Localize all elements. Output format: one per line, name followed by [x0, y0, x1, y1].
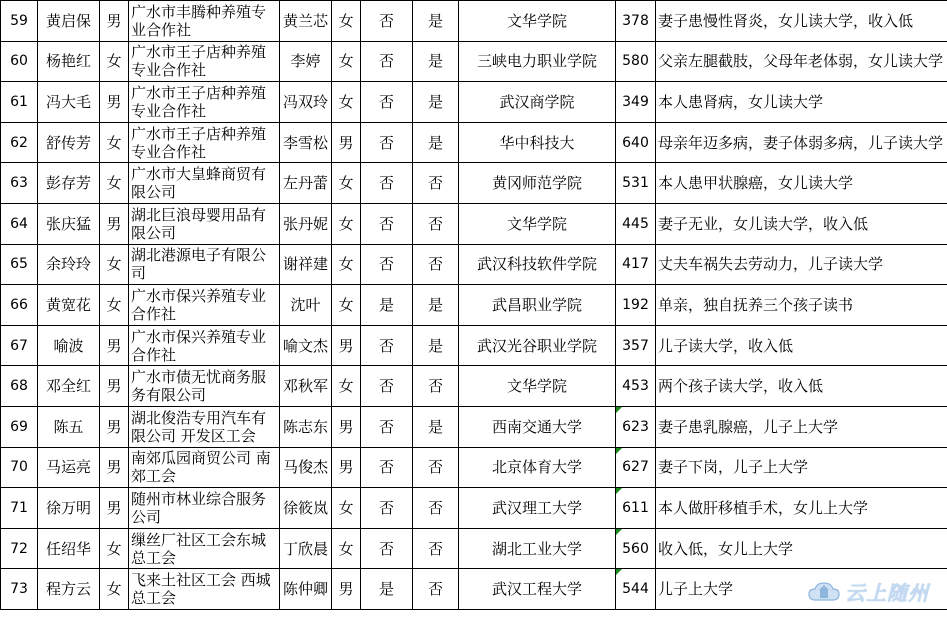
- student-name: 黄兰芯: [280, 1, 332, 42]
- student-name: 左丹蕾: [280, 163, 332, 204]
- student-name: 李婷: [280, 41, 332, 82]
- hardship-reason: 妻子下岗，儿子上大学: [656, 447, 947, 488]
- applicant-name: 黄启保: [38, 1, 100, 42]
- hardship-reason: 妻子无业，女儿读大学，收入低: [656, 203, 947, 244]
- exam-score: 580: [616, 41, 656, 82]
- row-number: 73: [1, 569, 38, 610]
- row-number: 66: [1, 285, 38, 326]
- exam-score: 623: [616, 406, 656, 447]
- student-name: 喻文杰: [280, 325, 332, 366]
- exam-score: 640: [616, 122, 656, 163]
- applicant-name: 杨艳红: [38, 41, 100, 82]
- school-name: 武汉商学院: [459, 82, 616, 123]
- row-number: 61: [1, 82, 38, 123]
- row-number: 69: [1, 406, 38, 447]
- applicant-name: 余玲玲: [38, 244, 100, 285]
- student-gender: 女: [332, 82, 361, 123]
- row-number: 72: [1, 528, 38, 569]
- applicant-gender: 男: [100, 203, 129, 244]
- applicant-name: 马运亮: [38, 447, 100, 488]
- school-name: 华中科技大: [459, 122, 616, 163]
- hardship-reason: 妻子患慢性肾炎，女儿读大学，收入低: [656, 1, 947, 42]
- work-unit: 广水市保兴养殖专业合作社: [129, 325, 280, 366]
- row-number: 64: [1, 203, 38, 244]
- flag-b: 是: [413, 1, 459, 42]
- work-unit: 广水市丰腾种养殖专业合作社: [129, 1, 280, 42]
- flag-b: 是: [413, 406, 459, 447]
- student-name: 冯双玲: [280, 82, 332, 123]
- school-name: 黄冈师范学院: [459, 163, 616, 204]
- student-gender: 男: [332, 406, 361, 447]
- student-gender: 女: [332, 528, 361, 569]
- flag-a: 否: [361, 244, 413, 285]
- exam-score: 192: [616, 285, 656, 326]
- work-unit: 湖北巨浪母婴用品有限公司: [129, 203, 280, 244]
- work-unit: 湖北港源电子有限公司: [129, 244, 280, 285]
- exam-score: 417: [616, 244, 656, 285]
- table-row: [1, 325, 947, 366]
- flag-b: 是: [413, 82, 459, 123]
- flag-a: 否: [361, 447, 413, 488]
- table-row: [1, 163, 947, 204]
- student-name: 陈志东: [280, 406, 332, 447]
- applicant-name: 张庆猛: [38, 203, 100, 244]
- student-name: 沈叶: [280, 285, 332, 326]
- table-row: [1, 285, 947, 326]
- row-number: 63: [1, 163, 38, 204]
- flag-a: 否: [361, 82, 413, 123]
- table-row: [1, 41, 947, 82]
- applicant-gender: 女: [100, 163, 129, 204]
- flag-a: 否: [361, 488, 413, 529]
- work-unit: 随州市林业综合服务公司: [129, 488, 280, 529]
- hardship-reason: 本人患肾病，女儿读大学: [656, 82, 947, 123]
- applicant-gender: 男: [100, 366, 129, 407]
- flag-a: 是: [361, 285, 413, 326]
- student-name: 徐筱岚: [280, 488, 332, 529]
- applicant-name: 喻波: [38, 325, 100, 366]
- student-name: 谢祥建: [280, 244, 332, 285]
- table-row: [1, 244, 947, 285]
- student-gender: 女: [332, 244, 361, 285]
- student-gender: 女: [332, 163, 361, 204]
- hardship-reason: 儿子上大学: [656, 569, 947, 610]
- exam-score: 378: [616, 1, 656, 42]
- table-row: [1, 528, 947, 569]
- student-gender: 女: [332, 285, 361, 326]
- flag-b: 否: [413, 366, 459, 407]
- applicant-name: 彭存芳: [38, 163, 100, 204]
- exam-score: 445: [616, 203, 656, 244]
- hardship-reason: 收入低，女儿上大学: [656, 528, 947, 569]
- school-name: 武汉理工大学: [459, 488, 616, 529]
- flag-a: 否: [361, 325, 413, 366]
- work-unit: 广水市王子店种养殖专业合作社: [129, 82, 280, 123]
- flag-b: 否: [413, 163, 459, 204]
- applicant-name: 黄宽花: [38, 285, 100, 326]
- school-name: 北京体育大学: [459, 447, 616, 488]
- row-number: 59: [1, 1, 38, 42]
- flag-b: 是: [413, 41, 459, 82]
- table-row: [1, 366, 947, 407]
- flag-a: 是: [361, 569, 413, 610]
- table-row: [1, 203, 947, 244]
- flag-a: 否: [361, 203, 413, 244]
- hardship-reason: 妻子患乳腺癌，儿子上大学: [656, 406, 947, 447]
- student-gender: 男: [332, 122, 361, 163]
- exam-score: 531: [616, 163, 656, 204]
- flag-b: 是: [413, 122, 459, 163]
- hardship-reason: 单亲，独自抚养三个孩子读书: [656, 285, 947, 326]
- flag-b: 是: [413, 325, 459, 366]
- student-gender: 女: [332, 488, 361, 529]
- exam-score: 453: [616, 366, 656, 407]
- applicant-gender: 男: [100, 488, 129, 529]
- student-gender: 男: [332, 325, 361, 366]
- table-row: [1, 82, 947, 123]
- school-name: 武汉工程大学: [459, 569, 616, 610]
- watermark-text: 云上随州: [845, 581, 929, 605]
- cloud-logo-icon: [807, 580, 841, 604]
- applicant-gender: 女: [100, 569, 129, 610]
- row-number: 65: [1, 244, 38, 285]
- work-unit: 飞来土社区工会 西城总工会: [129, 569, 280, 610]
- applicant-gender: 男: [100, 1, 129, 42]
- applicant-name: 冯大毛: [38, 82, 100, 123]
- exam-score: 560: [616, 528, 656, 569]
- work-unit: 广水市王子店种养殖专业合作社: [129, 122, 280, 163]
- watermark: [807, 577, 929, 606]
- applicant-gender: 女: [100, 122, 129, 163]
- student-gender: 女: [332, 1, 361, 42]
- hardship-reason: 丈夫车祸失去劳动力，儿子读大学: [656, 244, 947, 285]
- student-gender: 男: [332, 447, 361, 488]
- flag-a: 否: [361, 41, 413, 82]
- flag-a: 否: [361, 163, 413, 204]
- school-name: 三峡电力职业学院: [459, 41, 616, 82]
- table-row: [1, 122, 947, 163]
- hardship-reason: 父亲左腿截肢，父母年老体弱，女儿读大学: [656, 41, 947, 82]
- work-unit: 广水市保兴养殖专业合作社: [129, 285, 280, 326]
- exam-score: 627: [616, 447, 656, 488]
- table-row: [1, 447, 947, 488]
- applicant-name: 舒传芳: [38, 122, 100, 163]
- flag-a: 否: [361, 406, 413, 447]
- school-name: 文华学院: [459, 1, 616, 42]
- work-unit: 广水市债无忧商务服务有限公司: [129, 366, 280, 407]
- school-name: 文华学院: [459, 203, 616, 244]
- school-name: 武昌职业学院: [459, 285, 616, 326]
- applicant-gender: 男: [100, 82, 129, 123]
- flag-b: 否: [413, 244, 459, 285]
- hardship-reason: 本人做肝移植手术，女儿上大学: [656, 488, 947, 529]
- row-number: 70: [1, 447, 38, 488]
- flag-a: 否: [361, 122, 413, 163]
- school-name: 武汉光谷职业学院: [459, 325, 616, 366]
- student-gender: 女: [332, 41, 361, 82]
- student-gender: 女: [332, 366, 361, 407]
- table-row: [1, 1, 947, 42]
- applicant-gender: 男: [100, 447, 129, 488]
- flag-b: 否: [413, 569, 459, 610]
- table-row: [1, 406, 947, 447]
- applicant-name: 徐万明: [38, 488, 100, 529]
- flag-a: 否: [361, 1, 413, 42]
- exam-score: 349: [616, 82, 656, 123]
- work-unit: 缫丝厂社区工会东城总工会: [129, 528, 280, 569]
- school-name: 湖北工业大学: [459, 528, 616, 569]
- applicant-name: 邓全红: [38, 366, 100, 407]
- applicant-gender: 男: [100, 406, 129, 447]
- work-unit: 广水市王子店种养殖专业合作社: [129, 41, 280, 82]
- flag-a: 否: [361, 528, 413, 569]
- exam-score: 357: [616, 325, 656, 366]
- student-name: 邓秋军: [280, 366, 332, 407]
- flag-b: 否: [413, 488, 459, 529]
- student-gender: 女: [332, 203, 361, 244]
- row-number: 67: [1, 325, 38, 366]
- row-number: 71: [1, 488, 38, 529]
- student-name: 李雪松: [280, 122, 332, 163]
- exam-score: 611: [616, 488, 656, 529]
- school-name: 西南交通大学: [459, 406, 616, 447]
- table-row: [1, 569, 947, 610]
- flag-b: 是: [413, 285, 459, 326]
- applicant-gender: 女: [100, 41, 129, 82]
- school-name: 武汉科技软件学院: [459, 244, 616, 285]
- applicant-gender: 男: [100, 325, 129, 366]
- applicant-name: 任绍华: [38, 528, 100, 569]
- applicant-gender: 女: [100, 244, 129, 285]
- applicant-gender: 女: [100, 285, 129, 326]
- work-unit: 广水市大皇蜂商贸有限公司: [129, 163, 280, 204]
- hardship-reason: 母亲年迈多病，妻子体弱多病，儿子读大学: [656, 122, 947, 163]
- flag-b: 否: [413, 203, 459, 244]
- student-name: 丁欣晨: [280, 528, 332, 569]
- student-name: 陈仲卿: [280, 569, 332, 610]
- student-gender: 男: [332, 569, 361, 610]
- table-row: [1, 488, 947, 529]
- applicant-name: 陈五: [38, 406, 100, 447]
- flag-b: 否: [413, 447, 459, 488]
- row-number: 60: [1, 41, 38, 82]
- applicant-name: 程方云: [38, 569, 100, 610]
- student-name: 马俊杰: [280, 447, 332, 488]
- row-number: 68: [1, 366, 38, 407]
- hardship-reason: 两个孩子读大学，收入低: [656, 366, 947, 407]
- exam-score: 544: [616, 569, 656, 610]
- work-unit: 湖北俊浩专用汽车有限公司 开发区工会: [129, 406, 280, 447]
- flag-b: 否: [413, 528, 459, 569]
- work-unit: 南郊瓜园商贸公司 南郊工会: [129, 447, 280, 488]
- flag-a: 否: [361, 366, 413, 407]
- school-name: 文华学院: [459, 366, 616, 407]
- row-number: 62: [1, 122, 38, 163]
- hardship-reason: 儿子读大学，收入低: [656, 325, 947, 366]
- hardship-reason: 本人患甲状腺癌，女儿读大学: [656, 163, 947, 204]
- student-name: 张丹妮: [280, 203, 332, 244]
- applicant-gender: 女: [100, 528, 129, 569]
